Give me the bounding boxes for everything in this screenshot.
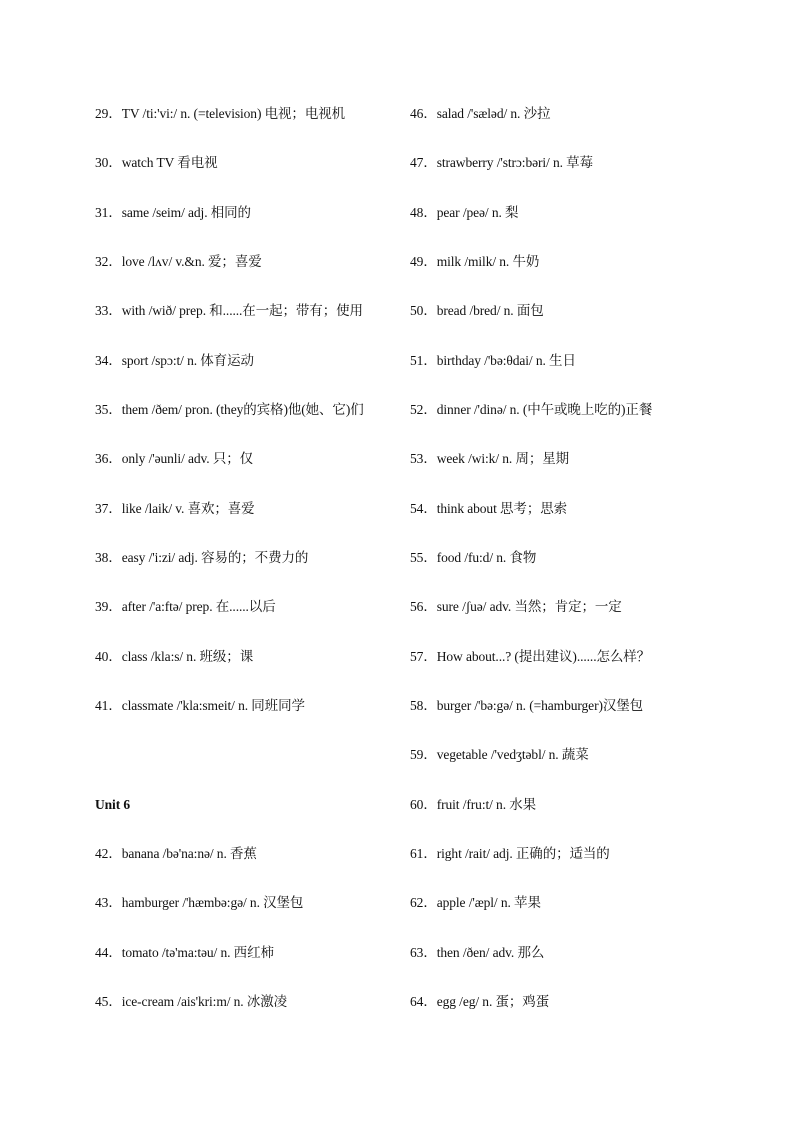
vocab-entry (95, 893, 303, 913)
entry-separator: ． (423, 599, 437, 614)
entry-separator: ． (423, 895, 437, 910)
entry-separator: ． (423, 846, 437, 861)
vocab-entry (410, 893, 541, 913)
entry-number: 58 (410, 698, 424, 713)
vocab-entry (410, 745, 589, 765)
entry-number: 52 (410, 402, 424, 417)
entry-separator: ． (423, 747, 437, 762)
entry-number: 32 (95, 254, 109, 269)
vocab-entry (410, 696, 643, 716)
entry-text: hamburger /'hæmbə:gə/ n. 汉堡包 (121, 895, 304, 910)
entry-text: right /rait/ adj. 正确的；适当的 (436, 846, 610, 861)
vocab-entry (95, 400, 364, 420)
entry-separator: ． (108, 698, 122, 713)
entry-separator: ． (423, 945, 437, 960)
entry-separator: ． (423, 797, 437, 812)
entry-number: 64 (410, 994, 424, 1009)
vocab-entry (410, 351, 576, 371)
entry-number: 47 (410, 155, 424, 170)
entry-text: milk /milk/ n. 牛奶 (436, 254, 540, 269)
vocab-entry (410, 943, 544, 963)
vocab-entry (410, 252, 539, 272)
entry-separator: ． (108, 550, 122, 565)
entry-number: 45 (95, 994, 109, 1009)
vocab-entry (410, 400, 652, 420)
entry-separator: ． (108, 155, 122, 170)
entry-number: 62 (410, 895, 424, 910)
vocab-entry (95, 351, 254, 371)
entry-separator: ． (423, 205, 437, 220)
vocab-entry (410, 153, 593, 173)
vocab-entry (410, 844, 610, 864)
vocab-entry (410, 795, 536, 815)
entry-separator: ． (108, 353, 122, 368)
entry-number: 55 (410, 550, 424, 565)
vocab-entry (95, 252, 262, 272)
vocab-entry (410, 597, 622, 617)
vocab-entry (410, 449, 569, 469)
vocab-entry (410, 992, 549, 1012)
vocab-entry (95, 449, 253, 469)
entry-text: class /kla:s/ n. 班级；课 (121, 649, 254, 664)
vocab-entry (95, 499, 255, 519)
entry-text: dinner /'dinə/ n. (中午或晚上吃的)正餐 (436, 402, 653, 417)
entry-text: them /ðem/ pron. (they的宾格)他(她、它)们 (121, 402, 364, 417)
section-heading: Unit 6 (95, 797, 131, 812)
entry-text: apple /'æpl/ n. 苹果 (436, 895, 541, 910)
entry-separator: ． (423, 254, 437, 269)
entry-number: 43 (95, 895, 109, 910)
entry-number: 61 (410, 846, 424, 861)
vocab-entry (95, 844, 257, 864)
entry-text: How about...? (提出建议)......怎么样？ (436, 649, 651, 664)
entry-text: week /wi:k/ n. 周；星期 (436, 451, 570, 466)
entry-number: 53 (410, 451, 424, 466)
entry-number: 35 (95, 402, 109, 417)
entry-number: 39 (95, 599, 109, 614)
vocab-entry (95, 696, 305, 716)
vocab-entry (410, 301, 544, 321)
entry-text: classmate /'kla:smeit/ n. 同班同学 (121, 698, 305, 713)
entry-number: 34 (95, 353, 109, 368)
entry-separator: ． (108, 254, 122, 269)
entry-number: 33 (95, 303, 109, 318)
entry-separator: ． (423, 451, 437, 466)
entry-number: 59 (410, 747, 424, 762)
vocab-entry (410, 203, 518, 223)
entry-text: burger /'bə:gə/ n. (=hamburger)汉堡包 (436, 698, 644, 713)
entry-text: watch TV 看电视 (121, 155, 218, 170)
entry-separator: ． (423, 501, 437, 516)
entry-number: 60 (410, 797, 424, 812)
entry-separator: ． (423, 106, 437, 121)
entry-number: 29 (95, 106, 109, 121)
entry-number: 36 (95, 451, 109, 466)
entry-separator: ． (423, 698, 437, 713)
entry-text: banana /bə'na:nə/ n. 香蕉 (121, 846, 257, 861)
entry-number: 56 (410, 599, 424, 614)
entry-number: 57 (410, 649, 424, 664)
entry-separator: ． (108, 846, 122, 861)
entry-number: 30 (95, 155, 109, 170)
entry-text: pear /peə/ n. 梨 (436, 205, 519, 220)
entry-separator: ． (423, 402, 437, 417)
entry-number: 42 (95, 846, 109, 861)
entry-text: vegetable /'vedʒtəbl/ n. 蔬菜 (436, 747, 589, 762)
entry-text: after /'a:ftə/ prep. 在......以后 (121, 599, 276, 614)
entry-separator: ． (108, 599, 122, 614)
vocab-entry (95, 301, 363, 321)
entry-separator: ． (108, 994, 122, 1009)
vocab-entry (410, 548, 536, 568)
entry-separator: ． (423, 303, 437, 318)
vocab-entry (410, 499, 567, 519)
entry-separator: ． (423, 649, 437, 664)
entry-separator: ． (423, 550, 437, 565)
entry-text: with /wið/ prep. 和......在一起；带有；使用 (121, 303, 363, 318)
vocab-entry (95, 548, 308, 568)
entry-text: like /laik/ v. 喜欢；喜爱 (121, 501, 255, 516)
entry-separator: ． (108, 402, 122, 417)
entry-text: easy /'i:zi/ adj. 容易的；不费力的 (121, 550, 309, 565)
entry-text: love /lʌv/ v.&n. 爱；喜爱 (121, 254, 262, 269)
entry-number: 48 (410, 205, 424, 220)
vocab-entry (95, 104, 345, 124)
entry-text: fruit /fru:t/ n. 水果 (436, 797, 537, 812)
entry-separator: ． (423, 353, 437, 368)
vocab-entry (410, 104, 550, 124)
entry-text: food /fu:d/ n. 食物 (436, 550, 537, 565)
entry-separator: ． (108, 501, 122, 516)
entry-separator: ． (108, 205, 122, 220)
entry-text: tomato /tə'ma:təu/ n. 西红柿 (121, 945, 274, 960)
entry-separator: ． (108, 945, 122, 960)
entry-number: 46 (410, 106, 424, 121)
entry-text: only /'əunli/ adv. 只；仅 (121, 451, 254, 466)
entry-text: ice-cream /ais'kri:m/ n. 冰激凌 (121, 994, 288, 1009)
entry-text: bread /bred/ n. 面包 (436, 303, 544, 318)
entry-number: 41 (95, 698, 109, 713)
entry-text: salad /'sæləd/ n. 沙拉 (436, 106, 551, 121)
entry-text: birthday /'bə:θdai/ n. 生日 (436, 353, 576, 368)
vocab-entry (95, 943, 274, 963)
entry-number: 63 (410, 945, 424, 960)
entry-number: 37 (95, 501, 109, 516)
entry-text: then /ðen/ adv. 那么 (436, 945, 545, 960)
entry-number: 31 (95, 205, 109, 220)
entry-text: TV /ti:'vi:/ n. (=television) 电视；电视机 (121, 106, 346, 121)
entry-text: sport /spɔ:t/ n. 体育运动 (121, 353, 254, 368)
entry-number: 50 (410, 303, 424, 318)
vocab-entry (95, 203, 251, 223)
entry-separator: ． (108, 895, 122, 910)
entry-text: think about 思考；思索 (436, 501, 568, 516)
entry-number: 49 (410, 254, 424, 269)
vocab-entry (95, 597, 276, 617)
entry-separator: ． (108, 106, 122, 121)
entry-number: 54 (410, 501, 424, 516)
vocab-entry (95, 647, 253, 667)
entry-separator: ． (108, 649, 122, 664)
entry-separator: ． (108, 303, 122, 318)
entry-text: sure /ʃuə/ adv. 当然；肯定；一定 (436, 599, 622, 614)
vocab-entry (95, 153, 218, 173)
entry-number: 40 (95, 649, 109, 664)
entry-text: strawberry /'strɔ:bəri/ n. 草莓 (436, 155, 593, 170)
entry-separator: ． (423, 155, 437, 170)
entry-number: 51 (410, 353, 424, 368)
entry-separator: ． (108, 451, 122, 466)
entry-text: same /seim/ adj. 相同的 (121, 205, 251, 220)
entry-separator: ． (423, 994, 437, 1009)
vocab-entry (95, 992, 287, 1012)
entry-number: 38 (95, 550, 109, 565)
entry-number: 44 (95, 945, 109, 960)
entry-text: egg /eg/ n. 蛋；鸡蛋 (436, 994, 550, 1009)
vocab-entry (410, 647, 650, 667)
